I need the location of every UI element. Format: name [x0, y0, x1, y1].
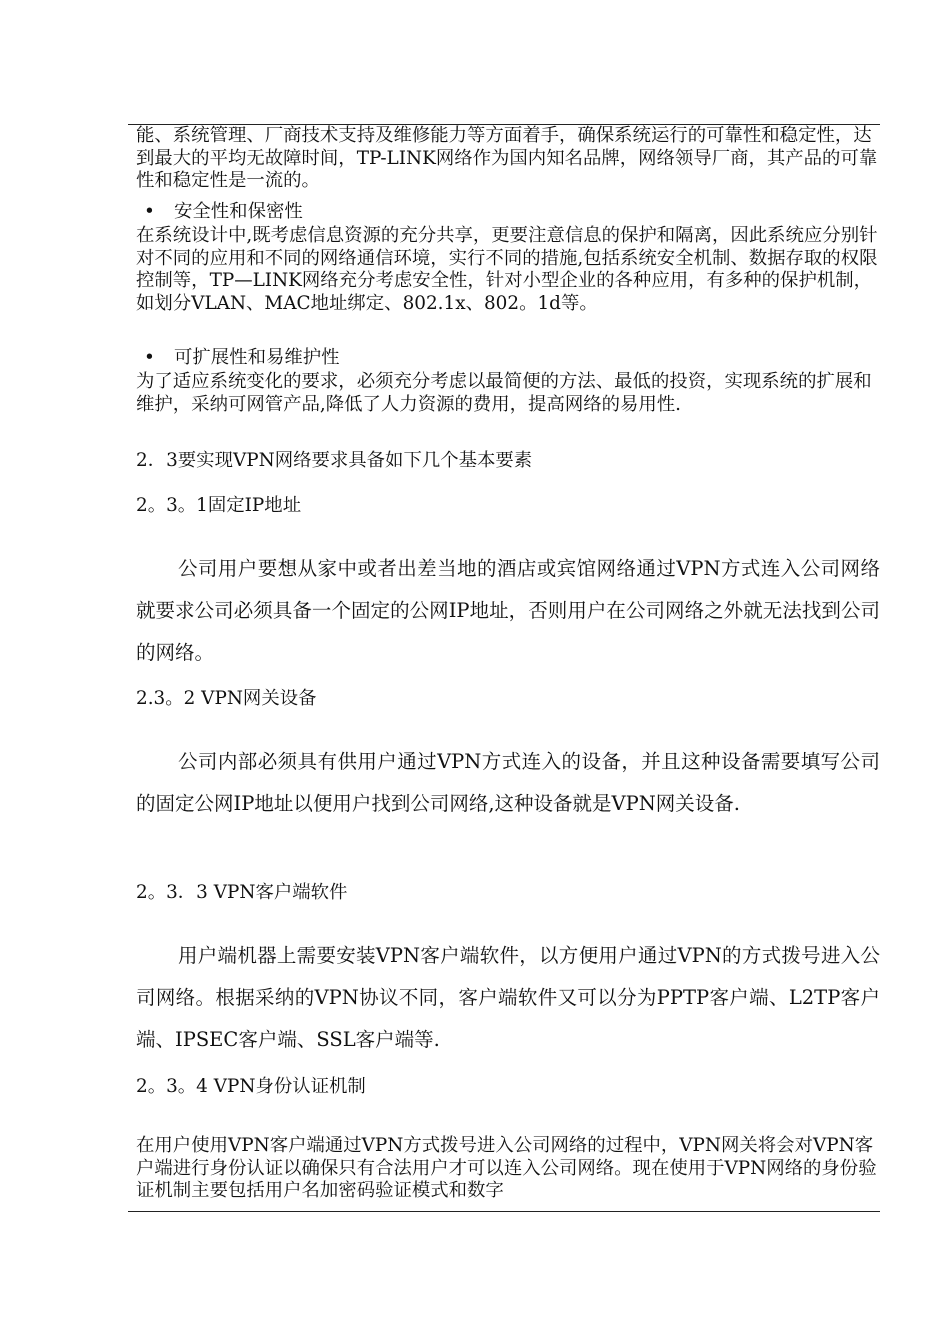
paragraph-reliability: 能、系统管理、厂商技术支持及维修能力等方面着手，确保系统运行的可靠性和稳定性，达到最大的平均无故障时间，TP-LINK网络作为国内知名品牌，网络领导厂商，其产品的可靠性和稳定性是一流的。: [136, 125, 878, 191]
paragraph-2-3-1: 公司用户要想从家中或者出差当地的酒店或宾馆网络通过VPN方式连入公司网络就要求公司必须具备一个固定的公网IP地址，否则用户在公司网络之外就无法找到公司的网络。: [136, 557, 880, 664]
bullet-dot-icon: •: [144, 347, 155, 368]
heading-2-3-3: 2。3．3 VPN客户端软件: [136, 882, 348, 903]
heading-2-3-4: 2。3。4 VPN身份认证机制: [136, 1076, 366, 1097]
paragraph-extensibility: 为了适应系统变化的要求，必须充分考虑以最简便的方法、最低的投资，实现系统的扩展和维护，采纳可网管产品,降低了人力资源的费用，提高网络的易用性.: [136, 371, 872, 415]
bottom-rule: [128, 1211, 880, 1212]
paragraph-2-3-4: 在用户使用VPN客户端通过VPN方式拨号进入公司网络的过程中，VPN网关将会对VPN客户端进行身份认证以确保只有合法用户才可以连入公司网络。现在使用于VPN网络的身份验证机制主要包括用户名加密码验证模式和数字: [136, 1135, 877, 1201]
bullet-extensibility: [136, 347, 880, 370]
heading-2-3-2: 2.3。2 VPN网关设备: [136, 688, 317, 709]
paragraph-2-3-3: 用户端机器上需要安装VPN客户端软件，以方便用户通过VPN的方式拨号进入公司网络。根据采纳的VPN协议不同，客户端软件又可以分为PPTP客户端、L2TP客户端、IPSEC客户端、SSL客户端等.: [136, 944, 880, 1051]
heading-2-3-1: 2。3。1固定IP地址: [136, 495, 302, 516]
paragraph-2-3-2: 公司内部必须具有供用户通过VPN方式连入的设备，并且这种设备需要填写公司的固定公网IP地址以便用户找到公司网络,这种设备就是VPN网关设备.: [136, 750, 880, 815]
bullet-dot-icon: •: [144, 201, 155, 222]
bullet-security-label: 安全性和保密性: [174, 201, 303, 222]
bullet-security: [136, 201, 880, 224]
bullet-extensibility-label: 可扩展性和易维护性: [174, 347, 340, 368]
heading-2-3: 2．3要实现VPN网络要求具备如下几个基本要素: [136, 450, 533, 471]
paragraph-security: 在系统设计中,既考虑信息资源的充分共享，更要注意信息的保护和隔离，因此系统应分别针对不同的应用和不同的网络通信环境，实行不同的措施,包括系统安全机制、数据存取的权限控制等，TP—LINK网络充分考虑安全性，针对小型企业的各种应用，有多种的保护机制，如划分VLAN、MAC地址绑定、802.1x、802。1d等。: [136, 225, 878, 314]
